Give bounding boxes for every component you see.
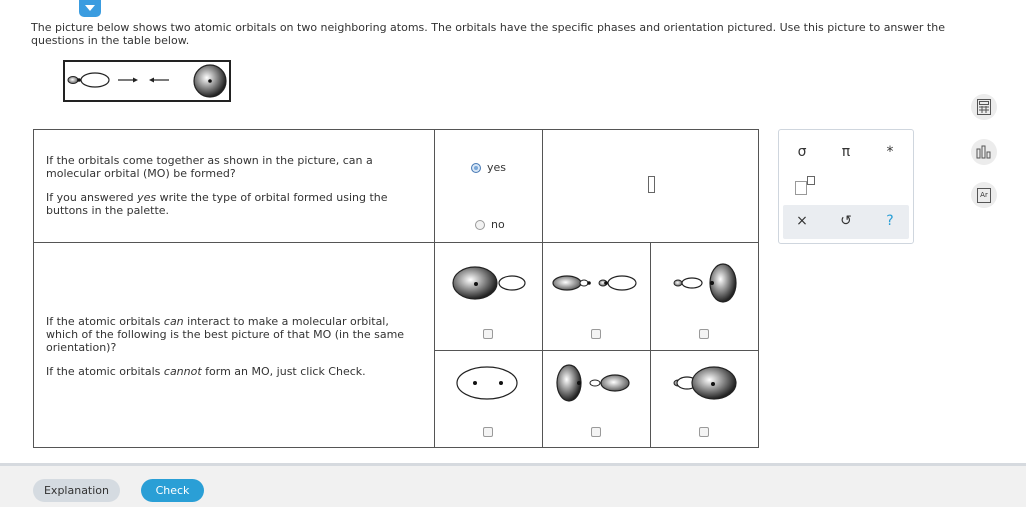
- mo-option-4-image: [435, 355, 542, 415]
- palette-actions: [783, 205, 909, 239]
- no-radio[interactable]: [475, 220, 485, 230]
- calculator-button[interactable]: [971, 94, 997, 120]
- p-orbital-large-lobe: [81, 73, 109, 87]
- mo-option-4-cell[interactable]: [435, 351, 543, 448]
- mo-option-3-cell[interactable]: [651, 243, 759, 351]
- mo-answer-input[interactable]: [648, 176, 655, 193]
- orbitals-picture: [63, 60, 231, 102]
- chevron-down-icon: [85, 5, 95, 11]
- sigma-button[interactable]: σ: [797, 144, 807, 160]
- help-button[interactable]: ?: [886, 213, 894, 229]
- orbital-palette: [778, 129, 914, 244]
- clear-button[interactable]: ×: [796, 213, 808, 229]
- undo-button[interactable]: ↺: [840, 213, 852, 229]
- collapse-chevron-button[interactable]: [79, 0, 101, 17]
- mo-option-5-checkbox[interactable]: [591, 427, 601, 437]
- p-orbital-small-lobe: [68, 77, 78, 84]
- mo-option-1-cell[interactable]: [435, 243, 543, 351]
- mo-option-5-image: [543, 355, 650, 415]
- mo-option-1-image: [435, 251, 542, 321]
- data-chart-button[interactable]: [971, 139, 997, 165]
- q1-instruction: If you answered yes write the type of orbital formed using the buttons in the palette.: [46, 191, 388, 217]
- bar-chart-icon: [976, 145, 992, 159]
- mo-option-6-cell[interactable]: [651, 351, 759, 448]
- question-table: [33, 129, 759, 448]
- pi-button[interactable]: π: [841, 144, 851, 160]
- mo-option-6-checkbox[interactable]: [699, 427, 709, 437]
- mo-option-2-cell[interactable]: [543, 243, 651, 351]
- intro-text: The picture below shows two atomic orbitals on two neighboring atoms. The orbitals have the specific phases and orientation pictured. Use this picture to answer the questions in the table below.: [31, 21, 945, 47]
- yes-radio[interactable]: [471, 163, 481, 173]
- mo-option-2-image: [543, 251, 650, 321]
- q1-text-cell: [34, 130, 435, 243]
- q2-text-cell: [34, 243, 435, 448]
- no-option[interactable]: no: [475, 218, 505, 231]
- periodic-table-button[interactable]: [971, 182, 997, 208]
- q1-radio-cell: [435, 130, 543, 243]
- mo-option-2-checkbox[interactable]: [591, 329, 601, 339]
- mo-option-3-checkbox[interactable]: [699, 329, 709, 339]
- mo-option-4-checkbox[interactable]: [483, 427, 493, 437]
- orbitals-diagram: [65, 62, 229, 100]
- check-button[interactable]: Check: [141, 479, 204, 502]
- mo-option-5-cell[interactable]: [543, 351, 651, 448]
- q1-answer-cell: [543, 130, 759, 243]
- superscript-template-button[interactable]: [795, 180, 815, 199]
- mo-option-6-image: [651, 355, 758, 415]
- periodic-table-icon: Ar: [977, 188, 991, 203]
- q2-question: If the atomic orbitals can interact to make a molecular orbital, which of the following is the best picture of that MO (in the same orientation)?: [46, 315, 405, 354]
- calculator-icon: [977, 99, 991, 115]
- explanation-button[interactable]: Explanation: [33, 479, 120, 502]
- q1-question: If the orbitals come together as shown in the picture, can a molecular orbital (MO) be formed?: [46, 154, 373, 180]
- q2-instruction: If the atomic orbitals cannot form an MO, just click Check.: [46, 365, 366, 378]
- star-button[interactable]: *: [886, 144, 894, 160]
- footer-bar: [0, 463, 1026, 507]
- mo-option-3-image: [651, 251, 758, 321]
- yes-option[interactable]: yes: [471, 161, 506, 174]
- mo-option-1-checkbox[interactable]: [483, 329, 493, 339]
